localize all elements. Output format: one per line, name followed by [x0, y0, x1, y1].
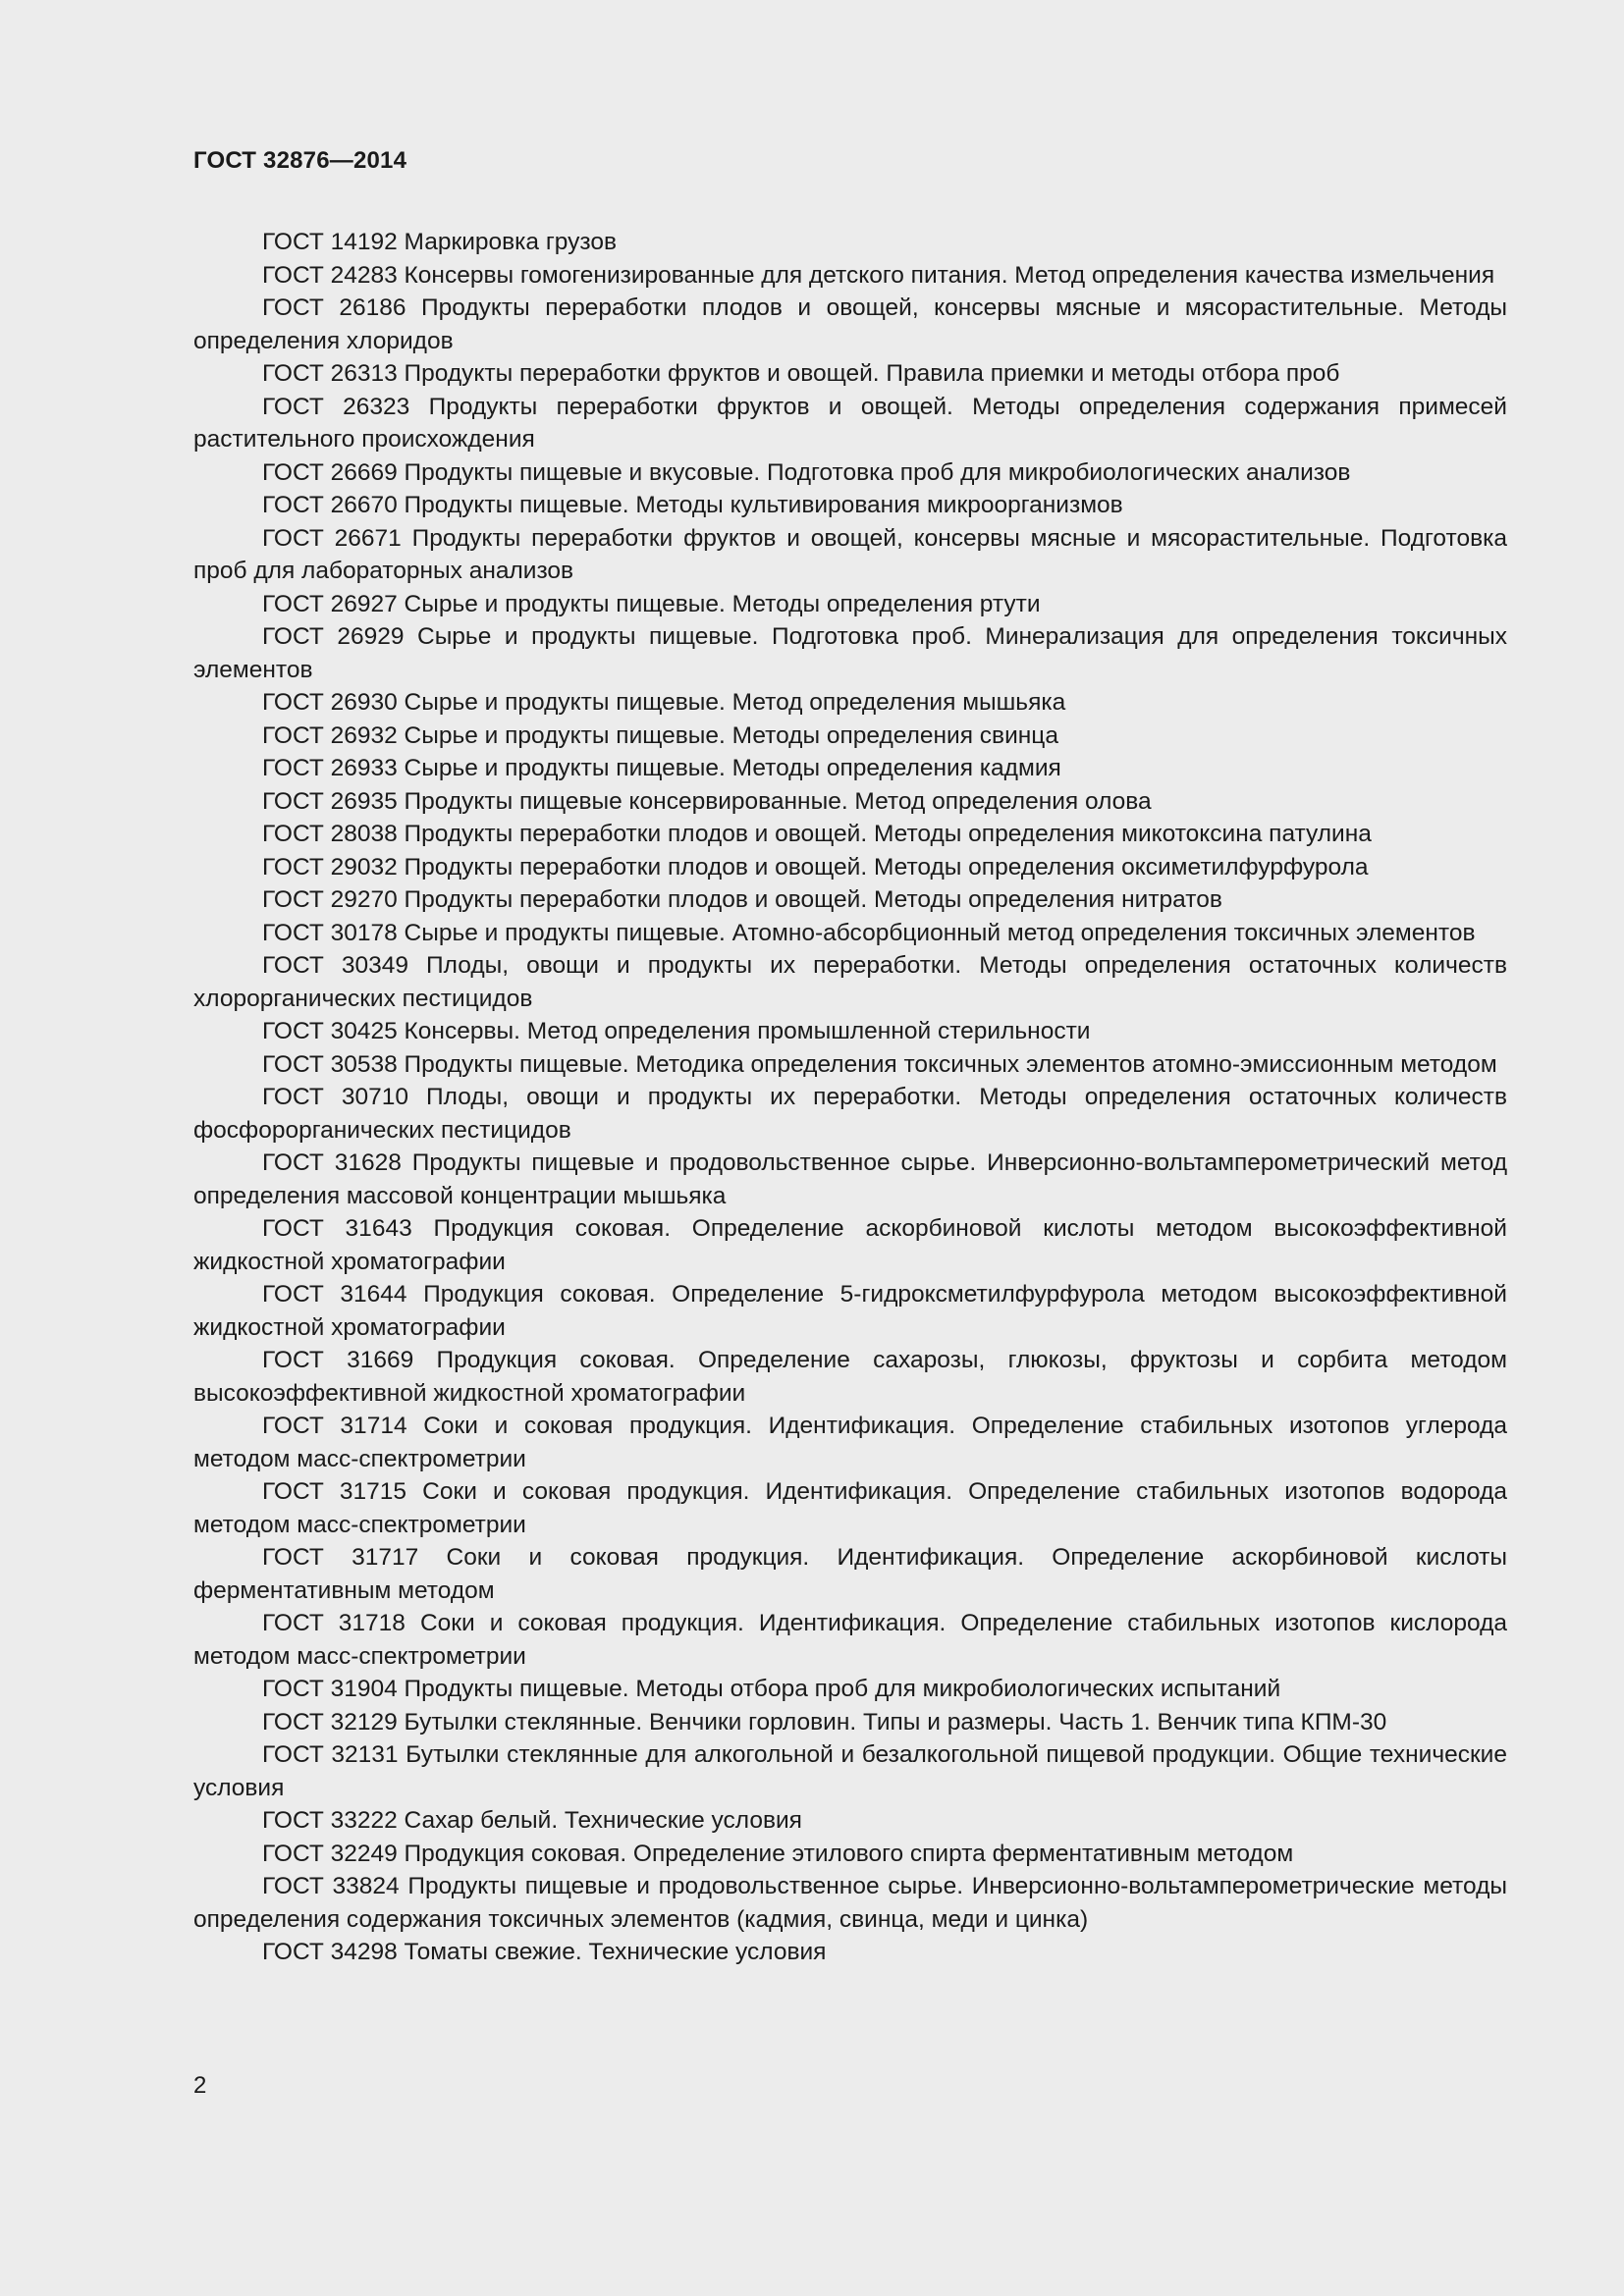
- reference-item: ГОСТ 29032 Продукты переработки плодов и овощей. Методы определения оксиметилфурфурола: [262, 853, 1369, 881]
- reference-item: ГОСТ 26927 Сырье и продукты пищевые. Методы определения ртути: [262, 590, 1041, 617]
- reference-item: ГОСТ 31669 Продукция соковая. Определение сахарозы, глюкозы, фруктозы и сорбита методом высокоэффективной жидкостной хроматографии: [193, 1347, 1507, 1407]
- reference-item: ГОСТ 26935 Продукты пищевые консервированные. Метод определения олова: [262, 787, 1152, 815]
- reference-item: ГОСТ 30710 Плоды, овощи и продукты их переработки. Методы определения остаточных количеств фосфорорганических пестицидов: [193, 1084, 1507, 1144]
- reference-item: ГОСТ 32129 Бутылки стеклянные. Венчики горловин. Типы и размеры. Часть 1. Венчик типа КПМ-30: [262, 1708, 1387, 1735]
- reference-item: ГОСТ 29270 Продукты переработки плодов и овощей. Методы определения нитратов: [262, 886, 1222, 913]
- reference-item: ГОСТ 31714 Соки и соковая продукция. Идентификация. Определение стабильных изотопов углерода методом масс-спектрометрии: [193, 1413, 1507, 1472]
- reference-item: ГОСТ 26670 Продукты пищевые. Методы культивирования микроорганизмов: [262, 492, 1123, 518]
- reference-item: ГОСТ 32131 Бутылки стеклянные для алкогольной и безалкогольной пищевой продукции. Общие технические условия: [193, 1741, 1507, 1801]
- reference-item: ГОСТ 30425 Консервы. Метод определения промышленной стерильности: [262, 1018, 1091, 1044]
- reference-item: ГОСТ 30349 Плоды, овощи и продукты их переработки. Методы определения остаточных количеств хлорорганических пестицидов: [193, 952, 1507, 1012]
- reference-item: ГОСТ 26932 Сырье и продукты пищевые. Методы определения свинца: [262, 721, 1058, 749]
- reference-item: ГОСТ 26671 Продукты переработки фруктов и овощей, консервы мясные и мясорастительные. Подготовка проб для лабораторных анализов: [193, 524, 1507, 584]
- reference-item: ГОСТ 14192 Маркировка грузов: [262, 229, 617, 255]
- reference-item: ГОСТ 26933 Сырье и продукты пищевые. Методы определения кадмия: [262, 755, 1061, 781]
- reference-item: ГОСТ 32249 Продукция соковая. Определение этилового спирта ферментативным методом: [262, 1840, 1294, 1867]
- reference-item: ГОСТ 26323 Продукты переработки фруктов и овощей. Методы определения содержания примесей растительного происхождения: [193, 393, 1507, 453]
- reference-item: ГОСТ 31718 Соки и соковая продукция. Идентификация. Определение стабильных изотопов кислорода методом масс-спектрометрии: [193, 1610, 1507, 1670]
- reference-item: ГОСТ 28038 Продукты переработки плодов и овощей. Методы определения микотоксина патулина: [262, 821, 1372, 847]
- reference-item: ГОСТ 31715 Соки и соковая продукция. Идентификация. Определение стабильных изотопов водорода методом масс-спектрометрии: [193, 1478, 1507, 1538]
- reference-item: ГОСТ 34298 Томаты свежие. Технические условия: [262, 1939, 827, 1965]
- document-header: ГОСТ 32876—2014: [193, 147, 407, 174]
- reference-item: ГОСТ 33824 Продукты пищевые и продовольственное сырье. Инверсионно-вольтамперометрические методы определения содержания токсичных элементов (кадмия, свинца, меди и цинка): [193, 1873, 1507, 1933]
- reference-item: ГОСТ 26669 Продукты пищевые и вкусовые. Подготовка проб для микробиологических анализов: [262, 458, 1351, 486]
- reference-item: ГОСТ 31644 Продукция соковая. Определение 5-гидроксметилфурфурола методом высокоэффективной жидкостной хроматографии: [193, 1281, 1507, 1341]
- reference-item: ГОСТ 30178 Сырье и продукты пищевые. Атомно-абсорбционный метод определения токсичных элементов: [262, 919, 1476, 946]
- normative-references-list: [193, 226, 1507, 1969]
- reference-item: ГОСТ 24283 Консервы гомогенизированные для детского питания. Метод определения качества измельчения: [262, 261, 1495, 289]
- reference-item: ГОСТ 26930 Сырье и продукты пищевые. Метод определения мышьяка: [262, 689, 1066, 716]
- reference-item: ГОСТ 31717 Соки и соковая продукция. Идентификация. Определение аскорбиновой кислоты ферментативным методом: [193, 1544, 1507, 1604]
- reference-item: ГОСТ 26313 Продукты переработки фруктов и овощей. Правила приемки и методы отбора проб: [262, 360, 1340, 387]
- reference-item: ГОСТ 31643 Продукция соковая. Определение аскорбиновой кислоты методом высокоэффективной жидкостной хроматографии: [193, 1215, 1507, 1275]
- reference-item: ГОСТ 26929 Сырье и продукты пищевые. Подготовка проб. Минерализация для определения токсичных элементов: [193, 623, 1507, 683]
- reference-item: ГОСТ 31904 Продукты пищевые. Методы отбора проб для микробиологических испытаний: [262, 1676, 1281, 1702]
- page-number: 2: [193, 2072, 207, 2099]
- reference-item: ГОСТ 30538 Продукты пищевые. Методика определения токсичных элементов атомно-эмиссионным методом: [262, 1050, 1497, 1078]
- reference-item: ГОСТ 33222 Сахар белый. Технические условия: [262, 1807, 802, 1834]
- reference-item: ГОСТ 31628 Продукты пищевые и продовольственное сырье. Инверсионно-вольтамперометрический метод определения массовой концентрации мышьяка: [193, 1149, 1507, 1209]
- reference-item: ГОСТ 26186 Продукты переработки плодов и овощей, консервы мясные и мясорастительные. Методы определения хлоридов: [193, 294, 1507, 354]
